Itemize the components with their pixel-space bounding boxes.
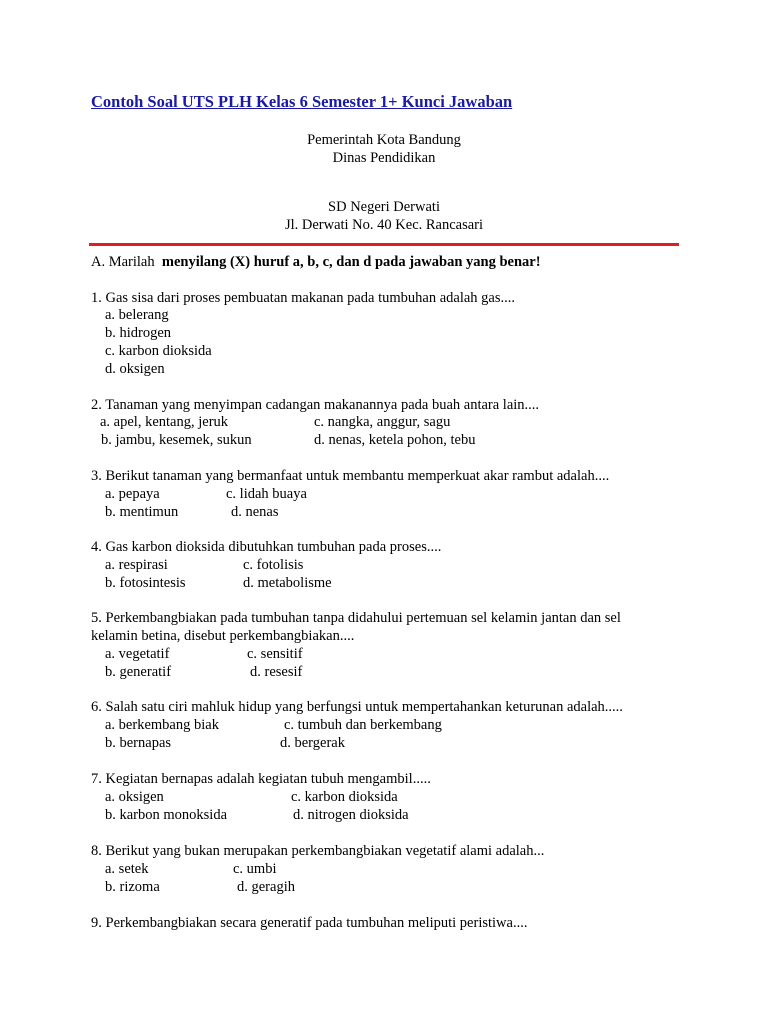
header-line-department: Dinas Pendidikan: [332, 150, 436, 166]
header-line-school: SD Negeri Derwati: [328, 199, 440, 215]
question-1-option-a: a. belerang: [105, 307, 169, 323]
question-2-option-c: c. nangka, anggur, sagu: [314, 414, 451, 430]
question-7-text: 7. Kegiatan bernapas adalah kegiatan tubuh mengambil.....: [91, 771, 431, 787]
question-5-option-d: d. resesif: [250, 664, 303, 680]
question-8-option-d: d. geragih: [237, 879, 295, 895]
question-3-option-c: c. lidah buaya: [226, 486, 307, 502]
question-6-option-a: a. berkembang biak: [105, 717, 219, 733]
question-7-option-d: d. nitrogen dioksida: [293, 807, 409, 823]
document-title-link[interactable]: Contoh Soal UTS PLH Kelas 6 Semester 1+ Kunci Jawaban: [91, 92, 513, 111]
question-6-option-d: d. bergerak: [280, 735, 345, 751]
question-8-option-b: b. rizoma: [105, 879, 160, 895]
section-instruction: [91, 253, 541, 271]
question-5-text-line-1: 5. Perkembangbiakan pada tumbuhan tanpa didahului pertemuan sel kelamin jantan dan sel: [91, 610, 621, 626]
question-3-text: 3. Berikut tanaman yang bermanfaat untuk membantu memperkuat akar rambut adalah....: [91, 468, 610, 484]
question-9-text: 9. Perkembangbiakan secara generatif pada tumbuhan meliputi peristiwa....: [91, 915, 528, 931]
question-2-text: 2. Tanaman yang menyimpan cadangan makanannya pada buah antara lain....: [91, 397, 540, 413]
question-6-option-b: b. bernapas: [105, 735, 172, 751]
question-6-option-c: c. tumbuh dan berkembang: [284, 717, 442, 733]
question-3-option-b: b. mentimun: [105, 504, 179, 520]
question-2-option-b: b. jambu, kesemek, sukun: [101, 432, 252, 448]
instruction-bold: menyilang (X) huruf a, b, c, dan d pada jawaban yang benar!: [161, 254, 541, 270]
header-divider: [89, 243, 679, 246]
header-line-address: Jl. Derwati No. 40 Kec. Rancasari: [284, 217, 484, 233]
header-line-government: Pemerintah Kota Bandung: [307, 132, 461, 148]
question-1-text: 1. Gas sisa dari proses pembuatan makanan pada tumbuhan adalah gas....: [91, 290, 515, 306]
question-4-option-a: a. respirasi: [105, 557, 168, 573]
question-7-option-c: c. karbon dioksida: [291, 789, 398, 805]
question-3-option-d: d. nenas: [231, 504, 279, 520]
question-5-option-b: b. generatif: [105, 664, 172, 680]
question-2-option-d: d. nenas, ketela pohon, tebu: [314, 432, 476, 448]
question-8-option-c: c. umbi: [233, 861, 277, 877]
question-5-option-c: c. sensitif: [247, 646, 303, 662]
question-5-text-line-2: kelamin betina, disebut perkembangbiakan....: [91, 628, 355, 644]
question-4-option-d: d. metabolisme: [243, 575, 332, 591]
instruction-prefix: A. Marilah: [91, 254, 155, 270]
question-4-option-b: b. fotosintesis: [105, 575, 186, 591]
question-2-option-a: a. apel, kentang, jeruk: [100, 414, 229, 430]
question-6-text: 6. Salah satu ciri mahluk hidup yang berfungsi untuk mempertahankan keturunan adalah.....: [91, 699, 623, 715]
question-1-option-b: b. hidrogen: [105, 325, 172, 341]
question-8-text: 8. Berikut yang bukan merupakan perkembangbiakan vegetatif alami adalah...: [91, 843, 545, 859]
question-7-option-b: b. karbon monoksida: [105, 807, 228, 823]
question-5-option-a: a. vegetatif: [105, 646, 170, 662]
question-4-option-c: c. fotolisis: [243, 557, 304, 573]
question-3-option-a: a. pepaya: [105, 486, 160, 502]
question-1-option-d: d. oksigen: [105, 361, 165, 377]
question-1-option-c: c. karbon dioksida: [105, 343, 212, 359]
question-7-option-a: a. oksigen: [105, 789, 164, 805]
question-4-text: 4. Gas karbon dioksida dibutuhkan tumbuhan pada proses....: [91, 539, 442, 555]
question-8-option-a: a. setek: [105, 861, 149, 877]
